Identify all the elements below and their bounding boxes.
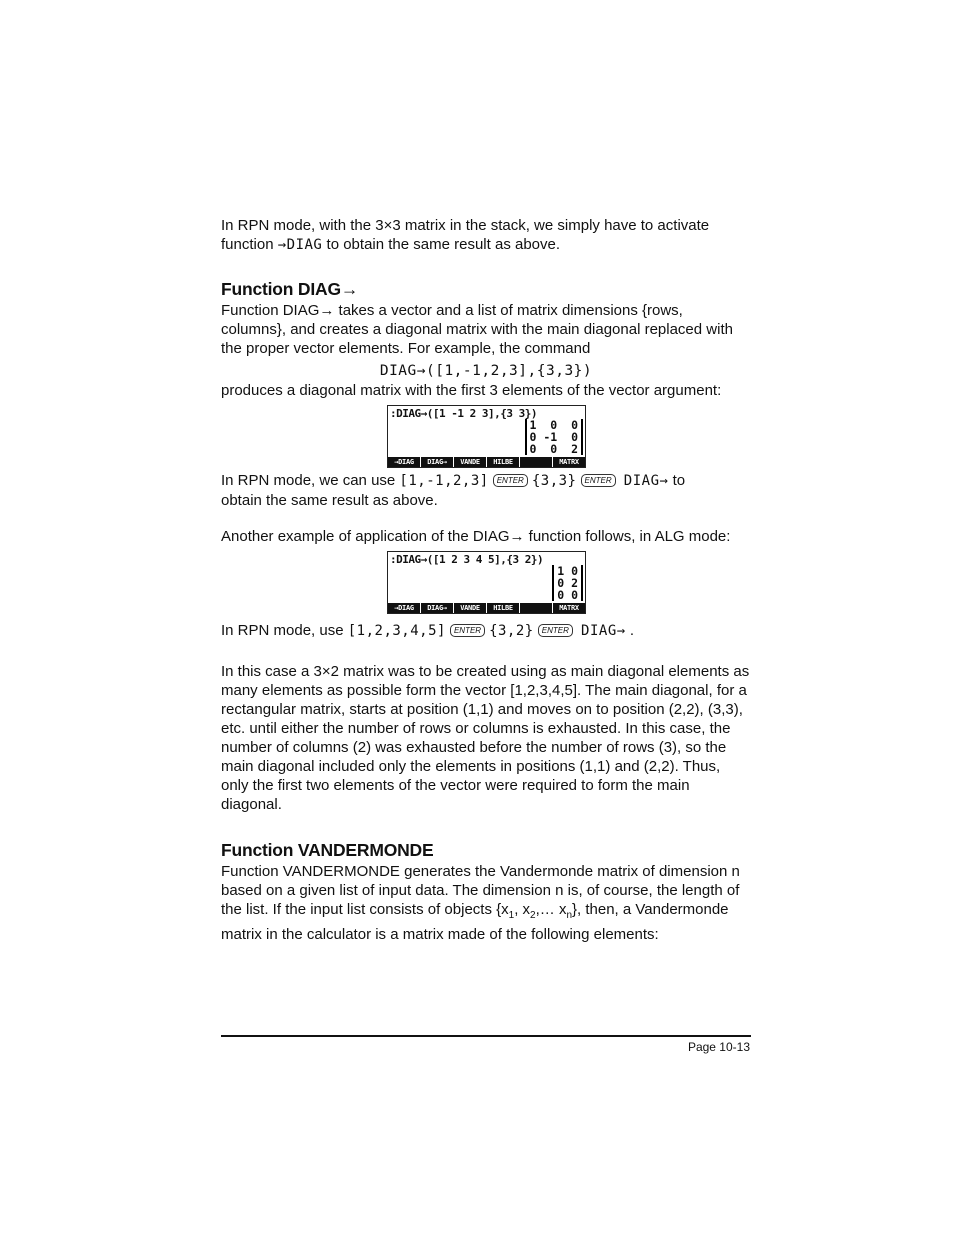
softkey-hilbe[interactable]: HILBE bbox=[487, 603, 519, 613]
rpn-2-vector: [1,2,3,4,5] bbox=[347, 623, 446, 639]
page-number: Page 10-13 bbox=[687, 1040, 750, 1054]
softkey-menu-1 bbox=[388, 457, 585, 467]
rpn-1-vector: [1,-1,2,3] bbox=[399, 473, 489, 489]
rpn-2-dims: {3,2} bbox=[489, 623, 534, 639]
rpn-example-1 bbox=[221, 471, 751, 510]
produces-text: produces a diagonal matrix with the first 3 elements of the vector argument: bbox=[221, 382, 722, 399]
subscript-2: 2 bbox=[530, 910, 536, 921]
diag-example-command: DIAG→([1,-1,2,3],{3,3}) bbox=[379, 363, 593, 379]
vandermonde-description bbox=[221, 862, 751, 944]
rpn-2-pre: In RPN mode, use bbox=[221, 622, 348, 639]
rpn-1-dims: {3,3} bbox=[531, 473, 577, 489]
rectangular-explanation: In this case a 3×2 matrix was to be created using as main diagonal elements as many elements as possible form the vector [1,2,3,4,5]. The main diagonal, for a rectangular matrix, starts at position (1,1) and moves on to position (2,2), (3,3), etc. until either the number of rows or columns is exhausted. In this case, the number of columns (2) was exhausted before the number of rows (3), so the main diagonal included only the elements in positions (1,1) and (2,2). Thus, only the first two elements of the vector were required to form the main diagonal. bbox=[221, 663, 750, 813]
separator-2: ,… x bbox=[535, 901, 567, 918]
to-diag-command: →DIAG bbox=[277, 237, 323, 253]
softkey-diag-to[interactable]: DIAG→ bbox=[421, 603, 453, 613]
enter-key-icon: ENTER bbox=[450, 624, 485, 637]
matrix-row: 1 0 bbox=[557, 564, 578, 578]
screen-1-matrix bbox=[525, 419, 583, 455]
separator-1: , x bbox=[514, 901, 531, 918]
matrix-row: 0 -1 0 bbox=[529, 430, 578, 444]
softkey-blank[interactable] bbox=[520, 603, 552, 613]
softkey-to-diag[interactable]: →DIAG bbox=[388, 603, 420, 613]
softkey-blank[interactable] bbox=[520, 457, 552, 467]
matrix-row: 0 2 bbox=[557, 576, 578, 590]
vandermonde-text-a: Function VANDERMONDE generates the Vandermonde matrix of dimension n based on a given list of input data. The dimension n is, of course, the length of the list. If the input list consists of objects {x bbox=[221, 863, 740, 918]
softkey-to-diag[interactable]: →DIAG bbox=[388, 457, 420, 467]
softkey-menu-2 bbox=[388, 603, 585, 613]
intro-line-2-post: to obtain the same result as above. bbox=[322, 236, 561, 253]
matrix-row: 0 0 2 bbox=[529, 442, 578, 456]
rpn-2-command: DIAG→ bbox=[581, 623, 626, 639]
diag-heading: Function DIAG→ bbox=[221, 279, 359, 299]
softkey-matrx[interactable]: MATRX bbox=[553, 457, 585, 467]
calculator-screen-2 bbox=[387, 551, 586, 614]
another-example-text: Another example of application of the DIAG→ function follows, in ALG mode: bbox=[221, 528, 731, 545]
intro-paragraph bbox=[221, 216, 751, 255]
screen-2-matrix bbox=[552, 565, 583, 601]
matrix-row: 0 0 bbox=[557, 588, 578, 602]
screen-2-command: :DIAG→([1 2 3 4 5],{3 2}) bbox=[390, 553, 544, 566]
subscript-n: n bbox=[566, 910, 573, 921]
rpn-example-2 bbox=[221, 621, 751, 641]
enter-key-icon: ENTER bbox=[493, 474, 528, 487]
intro-line-1: In RPN mode, with the 3×3 matrix in the stack, we simply have to activate bbox=[221, 217, 710, 234]
vandermonde-text-b: }, then, a Vandermonde matrix in the calculator is a matrix made of the following elements: bbox=[221, 901, 729, 943]
softkey-vande[interactable]: VANDE bbox=[454, 603, 486, 613]
softkey-hilbe[interactable]: HILBE bbox=[487, 457, 519, 467]
screen-1-command: :DIAG→([1 -1 2 3],{3 3}) bbox=[390, 407, 537, 420]
rpn-1-command: DIAG→ bbox=[623, 473, 669, 489]
intro-line-2-pre: function bbox=[221, 236, 278, 253]
vandermonde-heading: Function VANDERMONDE bbox=[221, 840, 434, 860]
enter-key-icon: ENTER bbox=[581, 474, 616, 487]
subscript-1: 1 bbox=[508, 910, 515, 921]
footer-rule bbox=[221, 1035, 751, 1037]
calculator-screen-1 bbox=[387, 405, 586, 468]
diag-description: Function DIAG→ takes a vector and a list of matrix dimensions {rows, columns}, and creates a diagonal matrix with the main diagonal replaced with the proper vector elements. For example, the command bbox=[221, 302, 733, 357]
rpn-1-post: to bbox=[668, 472, 686, 489]
enter-key-icon: ENTER bbox=[538, 624, 573, 637]
softkey-diag-to[interactable]: DIAG→ bbox=[421, 457, 453, 467]
softkey-vande[interactable]: VANDE bbox=[454, 457, 486, 467]
rpn-2-post: . bbox=[625, 622, 635, 639]
rpn-1-line-2: obtain the same result as above. bbox=[221, 492, 438, 509]
rpn-1-pre: In RPN mode, we can use bbox=[221, 472, 400, 489]
softkey-matrx[interactable]: MATRX bbox=[553, 603, 585, 613]
matrix-row: 1 0 0 bbox=[529, 418, 578, 432]
